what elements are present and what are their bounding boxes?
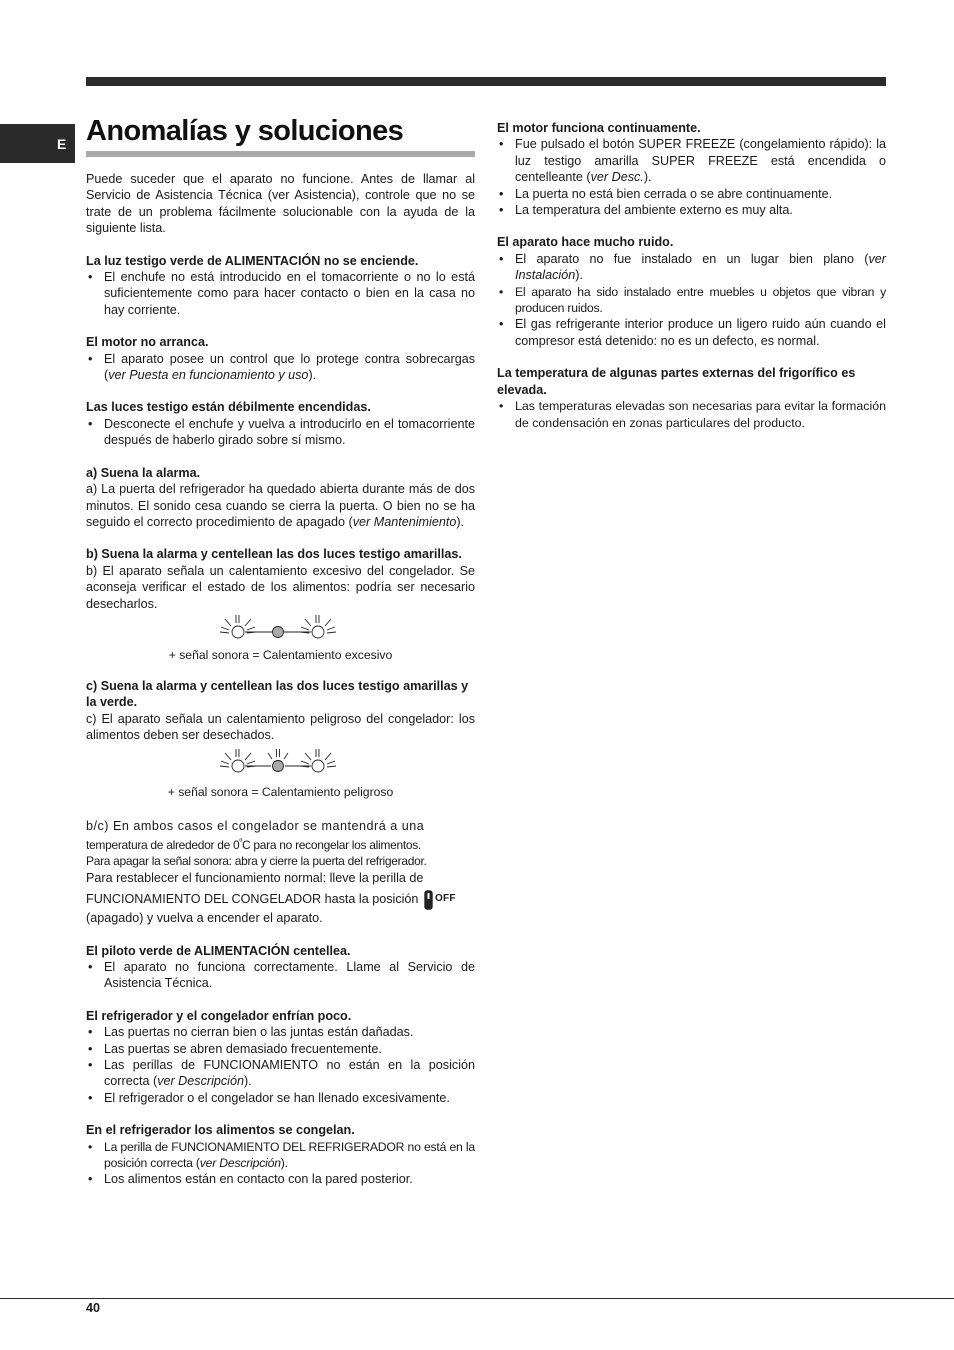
section-paragraph: b) El aparato señala un calentamiento excesivo del congelador. Se aconseja verificar el estado de los alimentos: podría ser necesario desecharlos. (86, 563, 475, 611)
section-heading: El aparato hace mucho ruido. (497, 235, 674, 250)
section-cool-little (86, 1008, 475, 1106)
list-item: • El aparato no funciona correctamente. Llame al Servicio de Asistencia Técnica. (86, 959, 475, 992)
list-item: • El gas refrigerante interior produce un ligero ruido aún cuando el compresor está detenido: no es un defecto, es normal. (497, 316, 886, 349)
section-heading: c) Suena la alarma y centellean las dos luces testigo amarillas y la verde. (86, 678, 469, 710)
section-heading: El motor funciona continuamente. (497, 121, 701, 135)
section-heading: En el refrigerador los alimentos se congelan. (86, 1123, 355, 1138)
section-external-temperature (497, 365, 886, 431)
title-underline (86, 151, 475, 157)
cross-reference: ver Descripción (199, 1156, 281, 1171)
two-yellow-lights-flashing-icon (218, 612, 342, 646)
section-heading: b) Suena la alarma y centellean las dos luces testigo amarillas. (86, 547, 462, 562)
list-item: • Las puertas no cierran bien o las juntas están dañadas. (86, 1024, 475, 1040)
section-alarm-c (86, 678, 475, 800)
three-lights-flashing-icon (218, 744, 342, 782)
list-item: • La perilla de FUNCIONAMIENTO DEL REFRIGERADOR no está en la posición correcta (ver Descripción). (86, 1139, 475, 1172)
list-item: • El refrigerador o el congelador se han llenado excesivamente. (86, 1090, 475, 1106)
section-paragraph: b/c) En ambos casos el congelador se mantendrá a una (86, 818, 425, 833)
figure-caption: + señal sonora = Calentamiento excesivo (168, 647, 393, 662)
cross-reference: ver Puesta en funcionamiento y uso (108, 368, 309, 383)
cross-reference: ver Instalación (515, 251, 886, 283)
section-heading: El piloto verde de ALIMENTACIÓN centellea. (86, 943, 351, 958)
section-paragraph: Para apagar la señal sonora: abra y cierre la puerta del refrigerador. (86, 854, 427, 869)
bottom-rule (0, 1298, 954, 1299)
section-heading: a) Suena la alarma. (86, 465, 201, 480)
list-item: • La puerta no está bien cerrada o se abre continuamente. (497, 186, 886, 202)
section-heading: La luz testigo verde de ALIMENTACIÓN no se enciende. (86, 253, 419, 268)
section-heading: El motor no arranca. (86, 335, 209, 350)
list-item: • Desconecte el enchufe y vuelva a introducirlo en el tomacorriente después de haberlo girado sobre sí mismo. (86, 416, 475, 449)
section-paragraph: Para restablecer el funcionamiento normal: lleve la perilla de (86, 870, 424, 885)
section-food-freezes (86, 1122, 475, 1188)
list-item: • Las temperaturas elevadas son necesarias para evitar la formación de condensación en zonas particulares del producto. (497, 398, 886, 431)
language-tab: E (0, 124, 75, 163)
list-item: • Los alimentos están en contacto con la pared posterior. (86, 1171, 475, 1187)
section-alarm-b (86, 546, 475, 664)
left-column (86, 171, 475, 1204)
section-noise (497, 234, 886, 349)
warning-lights-figure (86, 744, 475, 800)
section-paragraph: (apagado) y vuelva a encender el aparato. (86, 911, 323, 926)
cross-reference: ver Descripción (157, 1074, 244, 1089)
section-paragraph: FUNCIONAMIENTO DEL CONGELADOR hasta la posición $^{OFF}$ (86, 888, 475, 910)
list-item: • Las perillas de FUNCIONAMIENTO no están en la posición correcta (ver Descripción). (86, 1057, 475, 1090)
section-restore (86, 818, 475, 927)
list-item: • El enchufe no está introducido en el tomacorriente o no lo está suficientemente como para hacer contacto o bien en la casa no hay corriente. (86, 269, 475, 318)
section-heading: Las luces testigo están débilmente encendidas. (86, 400, 371, 415)
section-motor-continuous (497, 120, 886, 218)
section-alarm-a (86, 465, 475, 531)
section-no-power-light (86, 253, 475, 319)
list-item: • Fue pulsado el botón SUPER FREEZE (congelamiento rápido): la luz testigo amarilla SUPER FREEZE está encendida o centelleante (ver Desc.). (497, 136, 886, 185)
section-heading: La temperatura de algunas partes externas del frigorífico es elevada. (497, 366, 856, 397)
section-paragraph: c) El aparato señala un calentamiento peligroso del congelador: los alimentos deben ser desechados. (86, 711, 475, 743)
right-column (497, 120, 886, 447)
page-number: 40 (86, 1301, 101, 1315)
list-item: • La temperatura del ambiente externo es muy alta. (497, 202, 886, 218)
section-dim-lights (86, 399, 475, 448)
intro-section (86, 171, 475, 237)
cross-reference: ver Mantenimiento (352, 514, 457, 529)
list-item: • El aparato posee un control que lo protege contra sobrecargas (ver Puesta en funcionamiento y uso). (86, 351, 475, 384)
cross-reference: ver Desc. (590, 170, 644, 185)
section-motor-no-start (86, 334, 475, 383)
intro-paragraph: Puede suceder que el aparato no funcione. Antes de llamar al Servicio de Asistencia Técnica (ver Asistencia), controle que no se trate de un problema fácilmente solucionable con la ayuda de la siguiente lista. (86, 172, 475, 236)
section-paragraph: temperatura de alrededor de $0^ºC$ para no recongelar los alimentos. (86, 836, 421, 852)
warning-lights-figure (86, 612, 475, 664)
figure-caption: + señal sonora = Calentamiento peligroso (167, 784, 394, 799)
section-heading: El refrigerador y el congelador enfrían poco. (86, 1008, 352, 1023)
knob-off-position-icon (424, 890, 433, 910)
top-rule (86, 77, 886, 86)
list-item: • El aparato no fue instalado en un lugar bien plano (ver Instalación). (497, 251, 886, 284)
list-item: • Las puertas se abren demasiado frecuentemente. (86, 1041, 475, 1057)
list-item: • El aparato ha sido instalado entre muebles u objetos que vibran y producen ruidos. (497, 284, 886, 317)
off-label: OFF (434, 893, 456, 905)
section-paragraph: a) La puerta del refrigerador ha quedado abierta durante más de dos minutos. El sonido cesa cuando se cierra la puerta. O bien no se ha seguido el correcto procedimiento de apagado (ver Mantenimiento). (86, 482, 475, 529)
page-title: Anomalías y soluciones (86, 115, 404, 147)
section-green-light-flashing (86, 943, 475, 992)
